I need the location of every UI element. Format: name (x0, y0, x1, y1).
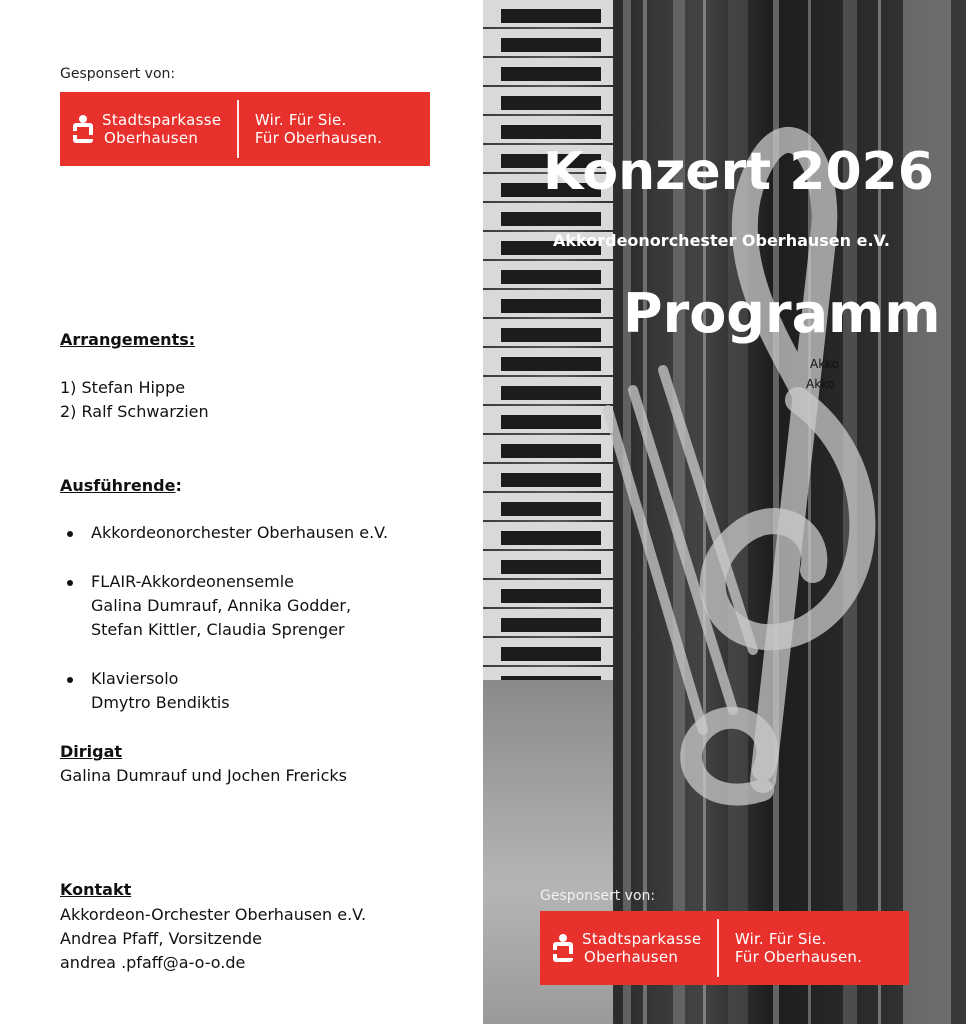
piano-black-key (501, 9, 601, 23)
sparkasse-s-icon (72, 115, 94, 143)
performer-line: Galina Dumrauf, Annika Godder, (91, 596, 352, 615)
sponsor-slogan-line1: Wir. Für Sie. (254, 111, 347, 129)
sponsor-name-line1: Stadtsparkasse (102, 111, 222, 129)
performers-heading: Ausführende (60, 476, 176, 495)
conductor-text: Galina Dumrauf und Jochen Frericks (60, 766, 347, 785)
sponsor-name-line2: Oberhausen (104, 129, 199, 147)
sponsor-label: Gesponsert von: (540, 888, 656, 904)
sponsor-slogan-line2: Für Oberhausen. (734, 948, 863, 966)
sponsor-banner[interactable] (60, 92, 430, 166)
arrangements-heading: Arrangements: (60, 330, 196, 349)
performer-line: FLAIR-Akkordeonensemle (91, 572, 294, 591)
performer-line: Dmytro Bendiktis (91, 693, 230, 712)
bullet-icon (67, 580, 73, 586)
piano-black-key (501, 38, 601, 52)
cover-subtitle: Akkordeonorchester Oberhausen e.V. (553, 231, 890, 250)
bullet-icon (67, 531, 73, 537)
sparkasse-logo (552, 911, 701, 985)
cover-panel (483, 0, 966, 1024)
cover-title: Konzert 2026 (543, 142, 934, 202)
performer-item (91, 521, 388, 545)
contact-email[interactable]: andrea .pfaff@a-o-o.de (60, 953, 246, 972)
performer-item (91, 570, 351, 642)
contact-line: Andrea Pfaff, Vorsitzende (60, 929, 262, 948)
sponsor-banner[interactable] (540, 911, 909, 985)
bullet-icon (67, 677, 73, 683)
cover-small-text: Akko (806, 377, 836, 391)
sponsor-divider (237, 100, 239, 158)
arrangement-item: 1) Stefan Hippe (60, 378, 186, 397)
sparkasse-s-icon (552, 934, 574, 962)
cover-program: Programm (623, 282, 941, 345)
sponsor-name-line2: Oberhausen (584, 948, 679, 966)
performer-item (91, 667, 230, 715)
sponsor-divider (717, 919, 719, 977)
contact-line: Akkordeon-Orchester Oberhausen e.V. (60, 905, 367, 924)
cover-small-text: Akko (810, 357, 840, 371)
contact-heading: Kontakt (60, 880, 132, 899)
sparkasse-logo (72, 92, 221, 166)
performer-line: Akkordeonorchester Oberhausen e.V. (91, 523, 389, 542)
performer-line: Klaviersolo (91, 669, 179, 688)
sponsor-label: Gesponsert von: (60, 66, 176, 82)
arrangement-item: 2) Ralf Schwarzien (60, 402, 209, 421)
performer-line: Stefan Kittler, Claudia Sprenger (91, 620, 345, 639)
conductor-heading: Dirigat (60, 742, 123, 761)
sponsor-slogan-line2: Für Oberhausen. (254, 129, 383, 147)
sponsor-name-line1: Stadtsparkasse (582, 930, 702, 948)
performers-heading-colon: : (175, 476, 182, 495)
performers-heading-wrap (60, 476, 182, 495)
piano-black-key (501, 67, 601, 81)
sponsor-slogan-line1: Wir. Für Sie. (734, 930, 827, 948)
